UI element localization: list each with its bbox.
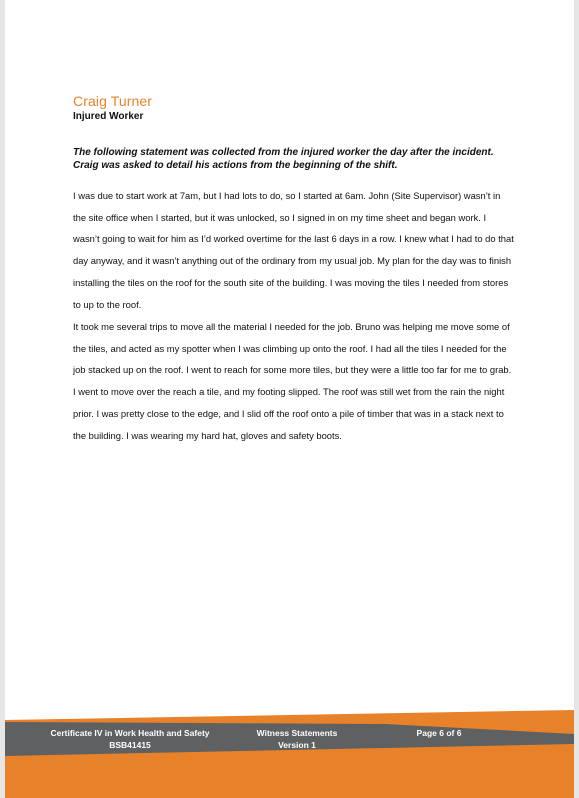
statement-paragraph-2: It took me several trips to move all the material I needed for the job. Bruno was helping me move some of the tiles, and acted as my spotter when I was climbing up onto the roof. I had all the tiles I needed for the job stacked up on the roof. I went to reach for some more tiles, but they were a little too far for me to grab. I went to move over the reach a tile, and my footing slipped. The roof was still wet from the rain the night prior. I was pretty close to the edge, and I slid off the roof onto a pile of timber that was in a stack next to the building. I was wearing my hard hat, gloves and safety boots. bbox=[73, 321, 512, 441]
worker-role: Injured Worker bbox=[73, 111, 144, 122]
footer-version: Version 1 bbox=[278, 740, 316, 750]
footer-document-title: Witness Statements bbox=[256, 728, 338, 738]
footer-band-graphic bbox=[5, 708, 574, 798]
footer-course-code: BSB41415 bbox=[109, 740, 151, 750]
footer-course-title: Certificate IV in Work Health and Safety bbox=[50, 728, 210, 738]
worker-name: Craig Turner bbox=[73, 93, 153, 109]
statement-paragraph-1: I was due to start work at 7am, but I had lots to do, so I started at 6am. John (Site Supervisor) wasn’t in the site office when I started, but it was unlocked, so I signed in on my time sheet and began work. I wasn’t going to wait for him as I’d worked overtime for the last 6 days in a row. I knew what I had to do that day anyway, and it wasn’t anything out of the ordinary from my usual job. My plan for the day was to finish installing the tiles on the roof for the south site of the building. I was moving the tiles I needed from stores to up to the roof. bbox=[73, 190, 514, 310]
statement-intro: The following statement was collected from the injured worker the day after the incident. Craig was asked to detail his actions from the beginning of the shift. bbox=[73, 147, 494, 171]
footer-page-number: Page 6 of 6 bbox=[416, 728, 462, 738]
page-footer bbox=[5, 708, 574, 798]
document-page bbox=[5, 0, 574, 798]
